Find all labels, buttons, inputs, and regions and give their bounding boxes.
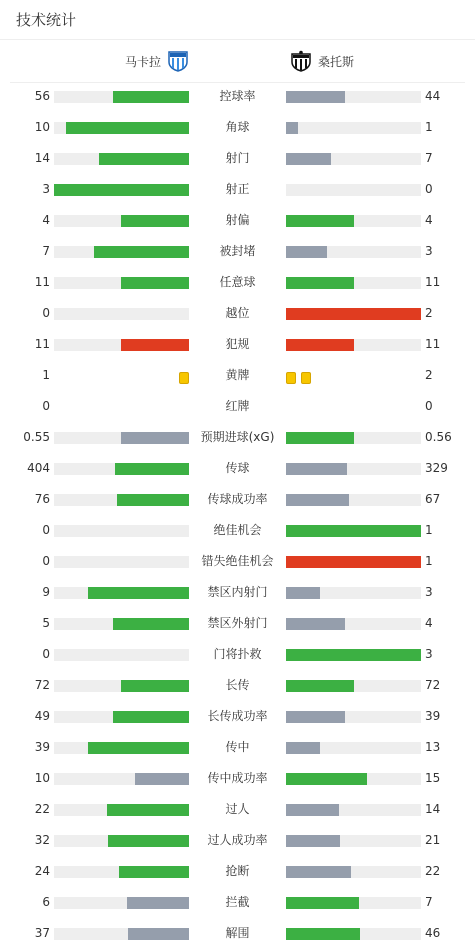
stat-label: 射偏 — [225, 213, 250, 227]
stat-row — [0, 608, 475, 639]
home-stat-bar — [54, 308, 189, 320]
away-stat-value: 3 — [425, 244, 433, 258]
stat-label: 被封堵 — [219, 244, 256, 258]
away-team[interactable] — [290, 40, 354, 82]
stat-row — [0, 670, 475, 701]
stat-label: 控球率 — [219, 89, 256, 103]
away-stat-value: 2 — [425, 368, 433, 382]
home-stat-value: 5 — [42, 616, 50, 630]
stat-row — [0, 856, 475, 887]
away-stat-bar — [286, 184, 421, 196]
home-stat-value: 3 — [42, 182, 50, 196]
away-stat-value: 1 — [425, 554, 433, 568]
stat-row — [0, 639, 475, 670]
home-stat-value: 76 — [34, 492, 50, 506]
away-stat-value: 72 — [425, 678, 441, 692]
stat-row — [0, 360, 475, 391]
away-stat-bar-fill — [286, 866, 351, 878]
home-stat-bar-fill — [94, 246, 189, 258]
stat-row — [0, 112, 475, 143]
away-stat-value: 7 — [425, 895, 433, 909]
yellow-card-icon — [179, 372, 189, 384]
stat-label: 解围 — [225, 926, 250, 940]
stat-label: 错失绝佳机会 — [201, 554, 274, 568]
home-stat-bar-fill — [99, 153, 189, 165]
away-stat-bar — [286, 153, 421, 165]
home-stat-bar — [54, 215, 189, 227]
home-team[interactable] — [125, 40, 189, 82]
away-stat-value: 22 — [425, 864, 441, 878]
stat-label: 长传成功率 — [207, 709, 268, 723]
home-stat-bar-fill — [113, 711, 189, 723]
stat-row — [0, 577, 475, 608]
stat-label: 任意球 — [219, 275, 256, 289]
away-stat-value: 4 — [425, 616, 433, 630]
home-stat-bar — [54, 494, 189, 506]
home-stat-bar — [54, 773, 189, 785]
away-stat-value: 11 — [425, 337, 441, 351]
away-stat-value: 39 — [425, 709, 441, 723]
home-stat-bar-fill — [54, 184, 189, 196]
stat-row — [0, 298, 475, 329]
home-team-name: 马卡拉 — [125, 54, 162, 69]
home-stat-value: 404 — [27, 461, 50, 475]
home-stat-bar — [54, 649, 189, 661]
away-stat-bar-fill — [286, 928, 360, 940]
stat-label: 禁区内射门 — [207, 585, 268, 599]
away-stat-bar-fill — [286, 804, 339, 816]
stat-label: 射门 — [225, 151, 250, 165]
home-stat-bar-fill — [121, 680, 189, 692]
stat-label: 越位 — [225, 306, 250, 320]
home-stat-value: 22 — [34, 802, 50, 816]
home-stat-bar — [54, 91, 189, 103]
away-cards — [286, 369, 316, 383]
home-stat-bar-fill — [113, 618, 189, 630]
stat-row — [0, 794, 475, 825]
away-stat-value: 2 — [425, 306, 433, 320]
away-stat-bar — [286, 773, 421, 785]
stat-row — [0, 143, 475, 174]
home-stat-bar-fill — [135, 773, 189, 785]
away-stat-value: 15 — [425, 771, 441, 785]
away-stat-bar — [286, 122, 421, 134]
home-stat-value: 49 — [34, 709, 50, 723]
away-stat-bar — [286, 525, 421, 537]
home-stat-bar — [54, 184, 189, 196]
away-stat-value: 3 — [425, 647, 433, 661]
away-stat-bar-fill — [286, 215, 354, 227]
stat-label: 抢断 — [225, 864, 250, 878]
stat-label: 长传 — [225, 678, 250, 692]
stat-row — [0, 236, 475, 267]
home-stat-bar — [54, 742, 189, 754]
away-stat-bar — [286, 618, 421, 630]
home-stat-bar-fill — [107, 804, 189, 816]
away-stat-bar-fill — [286, 556, 421, 568]
stat-label: 传球 — [225, 461, 250, 475]
stat-row — [0, 887, 475, 918]
stat-label: 门将扑救 — [213, 647, 262, 661]
home-stat-bar-fill — [121, 215, 189, 227]
away-stat-bar — [286, 711, 421, 723]
away-stat-bar — [286, 432, 421, 444]
away-crest-icon — [290, 50, 312, 72]
home-stat-value: 72 — [34, 678, 50, 692]
away-stat-bar — [286, 494, 421, 506]
home-stat-bar — [54, 153, 189, 165]
away-stat-bar — [286, 742, 421, 754]
away-stat-bar — [286, 556, 421, 568]
home-stat-value: 0 — [42, 523, 50, 537]
home-stat-bar-fill — [117, 494, 189, 506]
home-stat-value: 39 — [34, 740, 50, 754]
home-stat-bar-fill — [66, 122, 189, 134]
home-stat-bar — [54, 463, 189, 475]
away-stat-bar-fill — [286, 339, 354, 351]
home-stat-bar — [54, 680, 189, 692]
away-stat-bar-fill — [286, 897, 359, 909]
home-stat-bar — [54, 122, 189, 134]
away-stat-value: 11 — [425, 275, 441, 289]
yellow-card-icon — [301, 372, 311, 384]
stat-row — [0, 329, 475, 360]
home-stat-value: 1 — [42, 368, 50, 382]
stats-header — [0, 0, 475, 40]
home-stat-value: 10 — [34, 120, 50, 134]
stat-row — [0, 453, 475, 484]
away-stat-bar-fill — [286, 525, 421, 537]
stat-row — [0, 825, 475, 856]
stat-row — [0, 81, 475, 112]
away-stat-bar — [286, 649, 421, 661]
away-stat-value: 329 — [425, 461, 448, 475]
home-stat-bar — [54, 339, 189, 351]
home-stat-value: 0 — [42, 554, 50, 568]
home-stat-bar-fill — [113, 91, 189, 103]
away-stat-bar — [286, 277, 421, 289]
away-stat-bar — [286, 215, 421, 227]
away-stat-bar — [286, 246, 421, 258]
stat-row — [0, 918, 475, 949]
stat-row — [0, 391, 475, 422]
away-stat-bar-fill — [286, 711, 345, 723]
away-stat-value: 1 — [425, 523, 433, 537]
home-stat-bar — [54, 525, 189, 537]
away-stat-bar-fill — [286, 153, 331, 165]
away-stat-value: 0 — [425, 182, 433, 196]
away-stat-bar-fill — [286, 649, 421, 661]
home-stat-value: 11 — [34, 337, 50, 351]
home-stat-value: 11 — [34, 275, 50, 289]
away-stat-value: 0.56 — [425, 430, 452, 444]
away-stat-value: 4 — [425, 213, 433, 227]
away-stat-bar-fill — [286, 463, 347, 475]
stat-label: 射正 — [225, 182, 250, 196]
away-stat-bar — [286, 339, 421, 351]
home-stat-value: 32 — [34, 833, 50, 847]
stat-label: 传球成功率 — [207, 492, 268, 506]
stat-label: 角球 — [225, 120, 250, 134]
home-stat-bar-fill — [88, 587, 189, 599]
away-stat-bar-fill — [286, 277, 354, 289]
away-stat-bar-fill — [286, 773, 367, 785]
stat-row — [0, 205, 475, 236]
home-stat-bar — [54, 897, 189, 909]
stat-label: 传中成功率 — [207, 771, 268, 785]
home-stat-value: 9 — [42, 585, 50, 599]
away-stat-bar-fill — [286, 122, 298, 134]
away-stat-bar — [286, 463, 421, 475]
stat-label: 过人 — [225, 802, 250, 816]
stat-row — [0, 515, 475, 546]
away-stat-bar-fill — [286, 587, 320, 599]
home-stat-bar — [54, 804, 189, 816]
home-stat-bar-fill — [128, 928, 189, 940]
stat-label: 拦截 — [225, 895, 250, 909]
stat-row — [0, 267, 475, 298]
away-stat-value: 21 — [425, 833, 441, 847]
stat-row — [0, 546, 475, 577]
away-stat-bar-fill — [286, 246, 327, 258]
away-stat-value: 0 — [425, 399, 433, 413]
home-stat-bar — [54, 835, 189, 847]
away-stat-bar — [286, 897, 421, 909]
away-stat-bar-fill — [286, 835, 340, 847]
stat-row — [0, 484, 475, 515]
stat-row — [0, 422, 475, 453]
home-stat-value: 4 — [42, 213, 50, 227]
away-team-name: 桑托斯 — [318, 54, 355, 69]
home-stat-value: 0 — [42, 399, 50, 413]
home-stat-bar-fill — [121, 277, 189, 289]
stat-label: 红牌 — [225, 399, 250, 413]
home-stat-bar-fill — [121, 432, 189, 444]
away-stat-bar-fill — [286, 494, 349, 506]
home-stat-bar-fill — [108, 835, 189, 847]
away-stat-bar — [286, 804, 421, 816]
home-stat-value: 7 — [42, 244, 50, 258]
home-stat-value: 37 — [34, 926, 50, 940]
yellow-card-icon — [286, 372, 296, 384]
home-stat-bar — [54, 866, 189, 878]
stat-row — [0, 732, 475, 763]
home-stat-bar-fill — [119, 866, 189, 878]
stat-label: 黄牌 — [225, 368, 250, 382]
away-stat-bar — [286, 928, 421, 940]
home-stat-value: 14 — [34, 151, 50, 165]
away-stat-value: 14 — [425, 802, 441, 816]
stat-label: 禁区外射门 — [207, 616, 268, 630]
stat-label: 预期进球(xG) — [200, 430, 275, 444]
away-stat-bar — [286, 308, 421, 320]
stat-label: 绝佳机会 — [213, 523, 262, 537]
away-stat-bar-fill — [286, 308, 421, 320]
home-stat-value: 0 — [42, 647, 50, 661]
away-stat-value: 67 — [425, 492, 441, 506]
away-stat-value: 7 — [425, 151, 433, 165]
away-stat-value: 3 — [425, 585, 433, 599]
home-stat-bar-fill — [88, 742, 189, 754]
away-stat-bar — [286, 835, 421, 847]
home-stat-value: 0 — [42, 306, 50, 320]
home-stat-bar-fill — [121, 339, 189, 351]
away-stat-bar — [286, 680, 421, 692]
home-cards — [174, 369, 189, 383]
away-stat-bar-fill — [286, 680, 354, 692]
home-stat-value: 10 — [34, 771, 50, 785]
away-stat-value: 44 — [425, 89, 441, 103]
home-stat-bar-fill — [127, 897, 189, 909]
home-crest-icon — [167, 50, 189, 72]
stats-list — [0, 81, 475, 949]
home-stat-value: 24 — [34, 864, 50, 878]
away-stat-value: 1 — [425, 120, 433, 134]
home-stat-bar — [54, 246, 189, 258]
stat-row — [0, 701, 475, 732]
home-stat-bar — [54, 277, 189, 289]
stat-label: 过人成功率 — [207, 833, 268, 847]
away-stat-bar — [286, 866, 421, 878]
home-stat-value: 56 — [34, 89, 50, 103]
home-stat-bar — [54, 432, 189, 444]
home-stat-bar-fill — [115, 463, 189, 475]
home-stat-bar — [54, 618, 189, 630]
page-title: 技术统计 — [16, 11, 77, 29]
away-stat-bar-fill — [286, 91, 345, 103]
stat-label: 传中 — [225, 740, 250, 754]
home-stat-bar — [54, 711, 189, 723]
away-stat-value: 13 — [425, 740, 441, 754]
away-stat-bar — [286, 91, 421, 103]
teams-row — [10, 40, 465, 83]
home-stat-bar — [54, 556, 189, 568]
away-stat-value: 46 — [425, 926, 441, 940]
away-stat-bar-fill — [286, 432, 354, 444]
away-stat-bar — [286, 587, 421, 599]
home-stat-bar — [54, 928, 189, 940]
home-stat-value: 6 — [42, 895, 50, 909]
away-stat-bar-fill — [286, 742, 320, 754]
away-stat-bar-fill — [286, 618, 345, 630]
stat-label: 犯规 — [225, 337, 250, 351]
home-stat-bar — [54, 587, 189, 599]
home-stat-value: 0.55 — [23, 430, 50, 444]
stat-row — [0, 174, 475, 205]
stat-row — [0, 763, 475, 794]
